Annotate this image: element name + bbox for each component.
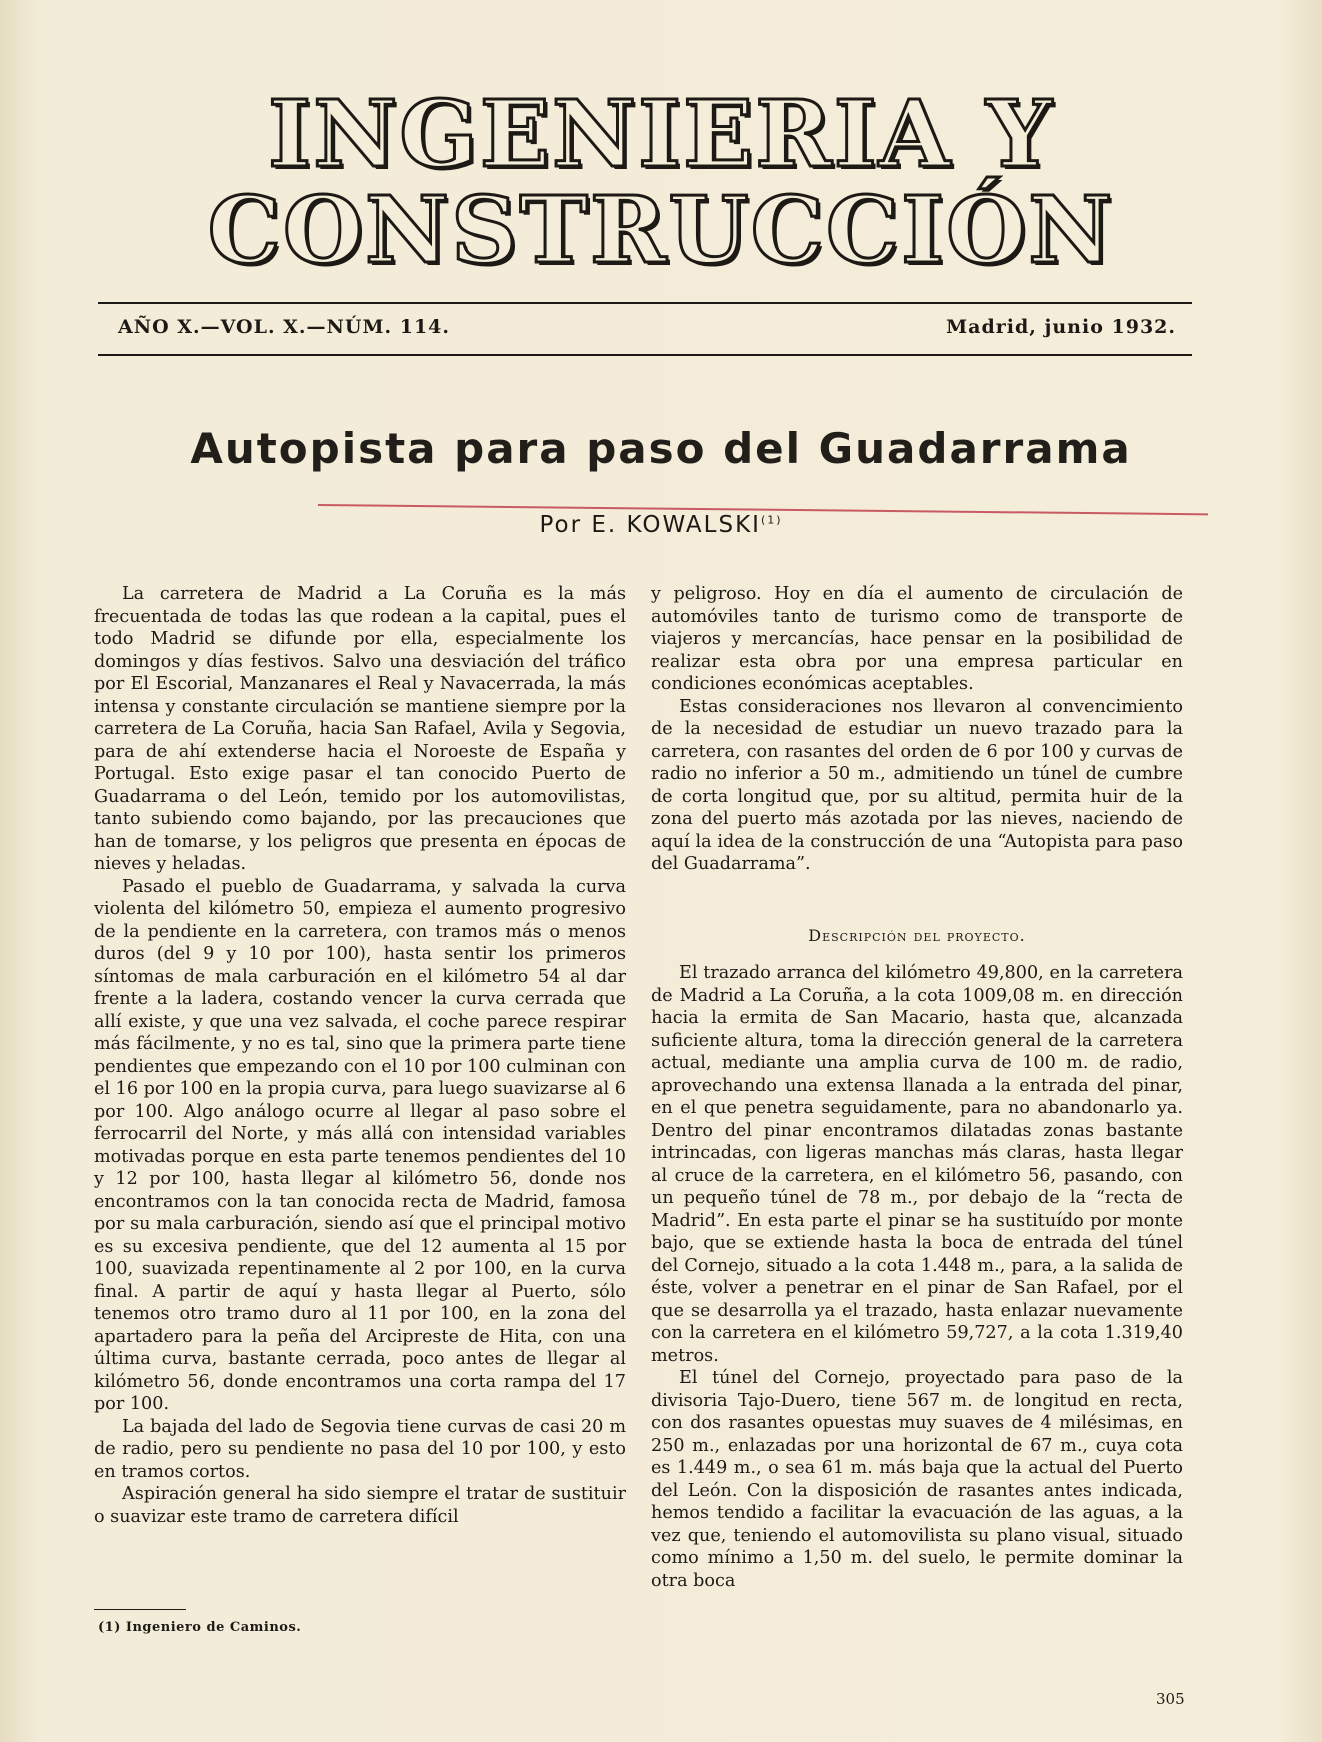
column-left [94, 583, 626, 1528]
paragraph: y peligroso. Hoy en día el aumento de circulación de automóviles tanto de turismo como de transporte de viajeros y mercancías, hace pensar en la posibilidad de realizar esta obra por una empresa particular en condiciones económicas aceptables. [651, 584, 1183, 694]
masthead-line-1: INGENIERIA Y [268, 80, 1054, 188]
issue-date: Madrid, junio 1932. [946, 316, 1176, 338]
column-right-top [651, 583, 1183, 876]
section-heading: Descripción del proyecto. [808, 926, 1026, 945]
footnote-rule [94, 1609, 186, 1610]
paragraph: El túnel del Cornejo, proyectado para paso de la divisoria Tajo-Duero, tiene 567 m. de longitud en recta, con dos rasantes opuestas muy suaves de 4 milésimas, en 250 m., enlazadas por una horizontal de 67 m., cuya cota es 1.449 m., o sea 61 m. más baja que la actual del Puerto del León. Con la disposición de rasantes antes indicada, hemos tendido a facilitar la evacuación de las aguas, a la vez que, teniendo el automovilista su plano visual, situado como mínimo a 1,50 m. del suelo, le permite dominar la otra boca [651, 1368, 1183, 1591]
paragraph: Aspiración general ha sido siempre el tratar de sustituir o suavizar este tramo de carretera difícil [94, 1484, 626, 1527]
issue-rule-bottom [98, 354, 1192, 356]
masthead-line-2: CONSTRUCCIÓN [207, 176, 1115, 284]
column-right-bottom [651, 962, 1183, 1592]
paragraph: La bajada del lado de Segovia tiene curvas de casi 20 m de radio, pero su pendiente no pasa del 10 por 100, y esto en tramos cortos. [94, 1416, 626, 1482]
issue-rule-top [98, 302, 1192, 304]
article-title: Autopista para paso del Guadarrama [190, 424, 1132, 473]
footnote: (1) Ingeniero de Caminos. [98, 1620, 302, 1635]
paragraph: Pasado el pueblo de Guadarrama, y salvada la curva violenta del kilómetro 50, empieza el aumento progresivo de la pendiente en la carretera, con tramos más o menos duros (del 9 y 10 por 100), hasta sentir los primeros síntomas de mala carburación en el kilómetro 54 al dar frente a la ladera, costando vencer la curva cerrada que allí existe, y que una vez salvada, el coche parece respirar más fácilmente, y no es tal, sino que la primera parte tiene pendientes que empezando con el 10 por 100 culminan con el 16 por 100 en la propia curva, para luego suavizarse al 6 por 100. Algo análogo ocurre al llegar al paso sobre el ferrocarril del Norte, y más allá con intensidad variables motivadas porque en esta parte tenemos pendientes del 10 y 12 por 100, hasta llegar al kilómetro 56, donde nos encontramos con la tan conocida recta de Madrid, famosa por su mala carburación, siendo así que el principal motivo es su excesiva pendiente, que del 12 aumenta al 15 por 100, suavizada repentinamente al 2 por 100, en la curva final. A partir de aquí y hasta llegar al Puerto, sólo tenemos otro tramo duro al 11 por 100, en la zona del apartadero para la peña del Arcipreste de Hita, con una última curva, bastante cerrada, poco antes de llegar al kilómetro 56, donde encontramos una corta rampa del 17 por 100. [94, 876, 626, 1414]
byline-footnote-ref: (1) [760, 513, 783, 527]
page-number: 305 [1156, 1690, 1185, 1708]
paragraph: La carretera de Madrid a La Coruña es la más frecuentada de todas las que rodean a la capital, pues el todo Madrid se difunde por ella, especialmente los domingos y días festivos. Salvo una desviación del tráfico por El Escorial, Manzanares el Real y Navacerrada, la más intensa y constante circulación se mantiene siempre por la carretera de La Coruña, hacia San Rafael, Avila y Segovia, para de ahí extenderse hacia el Noroeste de España y Portugal. Esto exige pasar el tan conocido Puerto de Guadarrama o del León, temido por los automovilistas, tanto subiendo como bajando, por las precauciones que han de tomarse, y los peligros que presenta en épocas de nieves y heladas. [94, 584, 626, 874]
byline-author: Por E. KOWALSKI [539, 512, 761, 538]
paragraph: Estas consideraciones nos llevaron al convencimiento de la necesidad de estudiar un nuevo trazado para la carretera, con rasantes del orden de 6 por 100 y curvas de radio no inferior a 50 m., admitiendo un túnel de cumbre de corta longitud que, por su altitud, permita huir de la zona del puerto más azotada por las nieves, naciendo de aquí la idea de la construcción de una “Autopista para paso del Guadarrama”. [651, 696, 1183, 874]
issue-volume: AÑO X.—VOL. X.—NÚM. 114. [118, 316, 451, 338]
masthead [0, 80, 1322, 284]
byline [0, 512, 1322, 538]
paragraph: El trazado arranca del kilómetro 49,800, en la carretera de Madrid a La Coruña, a la cota 1009,08 m. en dirección hacia la ermita de San Macario, hasta que, alcanzada suficiente altura, toma la dirección general de la carretera actual, mediante una amplia curva de 100 m. de radio, aprovechando una extensa llanada a la entrada del pinar, en el que penetra seguidamente, para no abandonarlo ya. Dentro del pinar encontramos dilatadas zonas bastante intrincadas, con ligeras manchas más claras, hasta llegar al cruce de la carretera, en el kilómetro 56, pasando, con un pequeño túnel de 78 m., por debajo de la “recta de Madrid”. En esta parte el pinar se ha sustituído por monte bajo, que se extiende hasta la boca de entrada del túnel del Cornejo, situado a la cota 1.448 m., para, a la salida de éste, volver a penetrar en el pinar de San Rafael, por el que se desarrolla ya el trazado, hasta enlazar nuevamente con la carretera en el kilómetro 59,727, a la cota 1.319,40 metros. [651, 963, 1183, 1366]
